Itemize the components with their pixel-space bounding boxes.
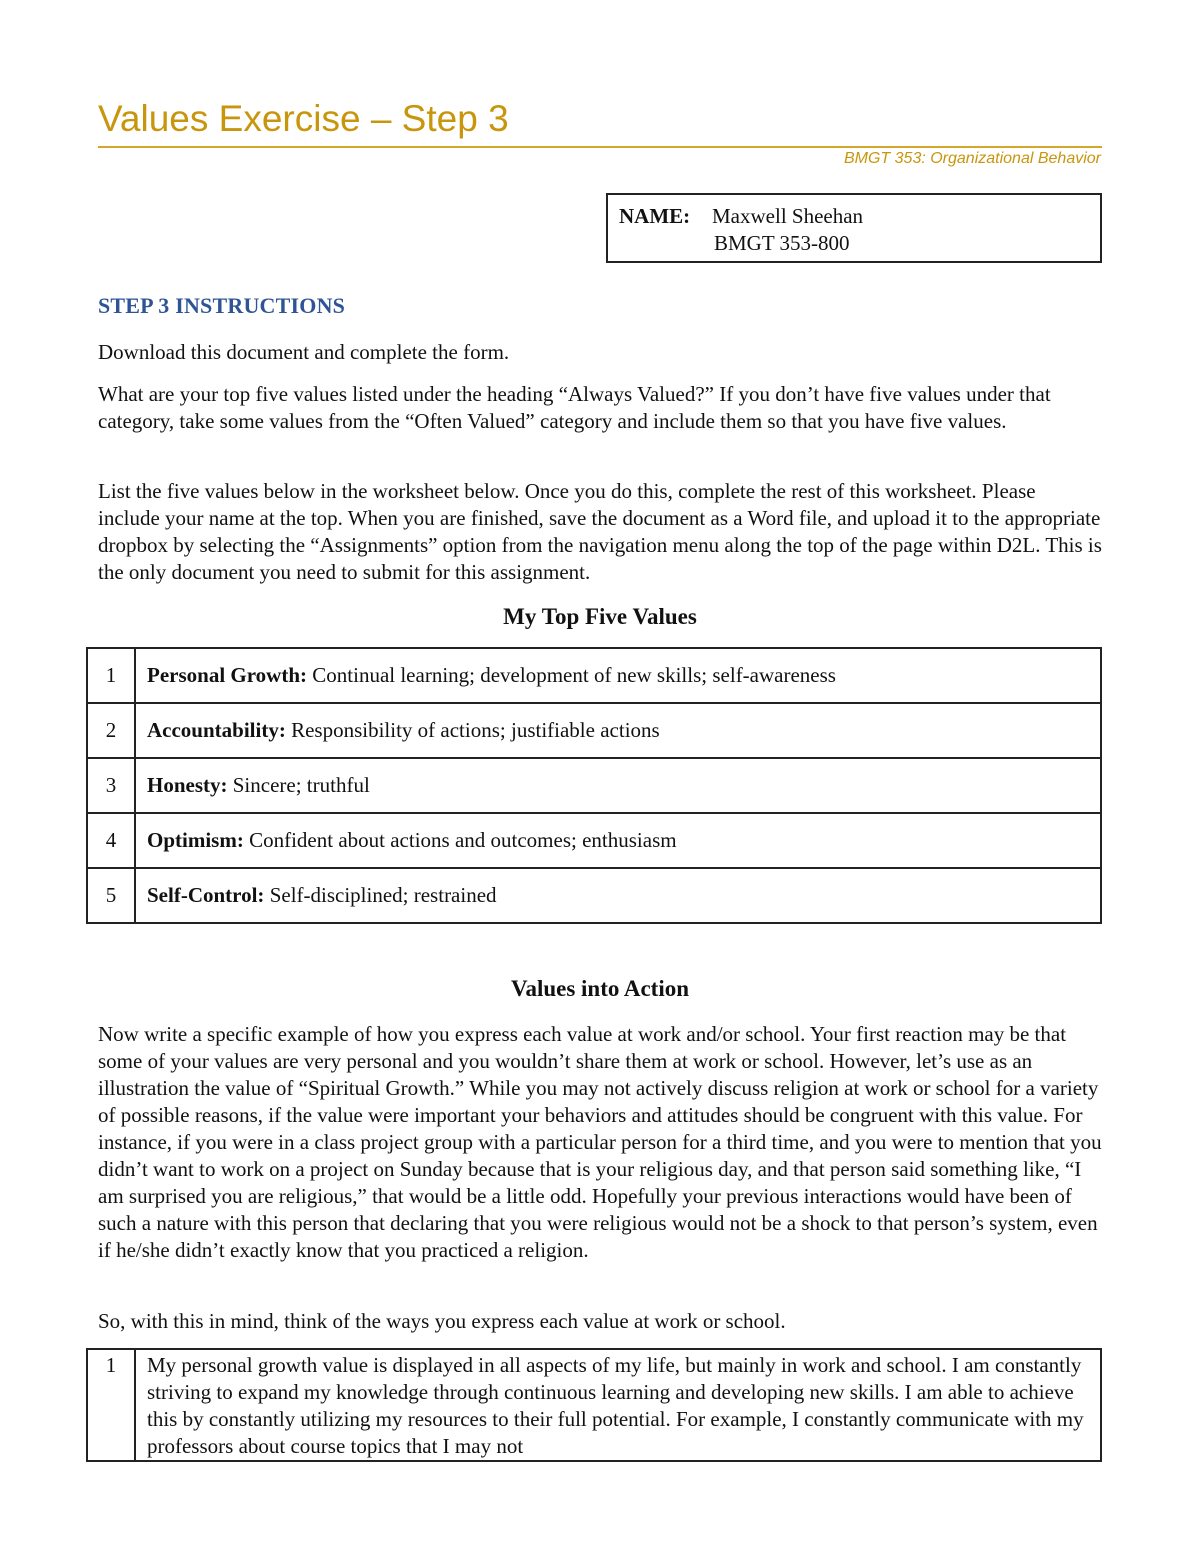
table-row <box>87 648 1101 703</box>
row-number: 4 <box>87 813 135 868</box>
student-name: Maxwell Sheehan <box>712 204 864 228</box>
table-row <box>87 758 1101 813</box>
title-underline <box>98 146 1102 148</box>
row-number: 1 <box>87 1349 135 1461</box>
value-description: Confident about actions and outcomes; enthusiasm <box>243 828 677 852</box>
row-number: 3 <box>87 758 135 813</box>
value-cell <box>135 703 1101 758</box>
value-cell <box>135 758 1101 813</box>
value-description: Continual learning; development of new skills; self-awareness <box>307 663 836 687</box>
value-cell <box>135 813 1101 868</box>
values-into-action-heading: Values into Action <box>510 976 690 1001</box>
value-cell <box>135 868 1101 923</box>
value-cell <box>135 648 1101 703</box>
instruction-paragraph: What are your top five values listed under the heading “Always Valued?” If you don’t have five values under that category, take some values from the “Often Valued” category and include them so that you have five values. <box>98 382 1051 433</box>
top-values-table <box>86 647 1102 924</box>
top-values-heading: My Top Five Values <box>503 604 697 629</box>
table-row <box>87 703 1101 758</box>
value-description: Self-disciplined; restrained <box>264 883 497 907</box>
action-paragraph: Now write a specific example of how you express each value at work and/or school. Your first reaction may be that some of your values are very personal and you wouldn’t share them at work or school. However, let’s use as an illustration the value of “Spiritual Growth.” While you may not actively discuss religion at work or school for a variety of possible reasons, if the value were important your behaviors and attitudes should be congruent with this value. For instance, if you were in a class project group with a particular person for a third time, and you were to mention that you didn’t want to work on a project on Sunday because that is your religious day, and that person said something like, “I am surprised you are religious,” that would be a little odd. Hopefully your previous interactions would have been of such a nature with this person that declaring that you were religious would not be a shock to that person’s system, even if he/she didn’t exactly know that you practiced a religion. <box>98 1022 1102 1262</box>
table-row <box>87 868 1101 923</box>
value-name: Accountability: <box>147 718 286 742</box>
instructions-heading: STEP 3 INSTRUCTIONS <box>98 293 346 318</box>
value-description: Responsibility of actions; justifiable actions <box>285 718 660 742</box>
instruction-paragraph: List the five values below in the worksheet below. Once you do this, complete the rest of this worksheet. Please include your name at the top. When you are finished, save the document as a Word file, and upload it to the appropriate dropbox by selecting the “Assignments” option from the navigation menu along the top of the page within D2L. This is the only document you need to submit for this assignment. <box>98 479 1102 584</box>
course-section: BMGT 353-800 <box>714 231 850 255</box>
table-row <box>87 1349 1101 1461</box>
document-title: Values Exercise – Step 3 <box>98 98 509 139</box>
value-description: Sincere; truthful <box>227 773 370 797</box>
name-label: NAME: <box>619 204 691 228</box>
name-box <box>606 193 1102 263</box>
value-name: Personal Growth: <box>147 663 308 687</box>
table-row <box>87 813 1101 868</box>
course-subtitle: BMGT 353: Organizational Behavior <box>843 150 1101 167</box>
action-text: My personal growth value is displayed in all aspects of my life, but mainly in work and school. I am constantly striving to expand my knowledge through continuous learning and developing new skills. I am able to achieve this by constantly utilizing my resources to their full potential. For example, I constantly communicate with my professors about course topics that I may not <box>135 1349 1101 1461</box>
value-name: Optimism: <box>147 828 244 852</box>
row-number: 2 <box>87 703 135 758</box>
row-number: 5 <box>87 868 135 923</box>
action-paragraph: So, with this in mind, think of the ways you express each value at work or school. <box>98 1309 786 1333</box>
row-number: 1 <box>87 648 135 703</box>
value-name: Self-Control: <box>147 883 265 907</box>
instruction-paragraph: Download this document and complete the form. <box>98 340 510 364</box>
value-name: Honesty: <box>147 773 228 797</box>
values-action-table <box>86 1348 1102 1462</box>
